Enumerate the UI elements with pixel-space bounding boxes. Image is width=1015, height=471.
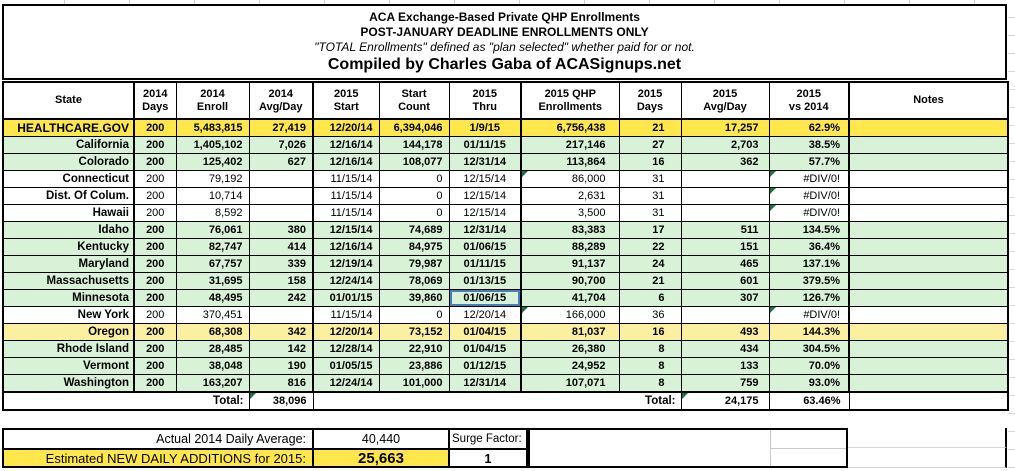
- avg-2014-cell[interactable]: 242: [249, 290, 313, 307]
- start-count-cell[interactable]: 108,077: [379, 154, 449, 171]
- avg-2014-cell[interactable]: 627: [249, 154, 313, 171]
- days-2014-cell[interactable]: 200: [134, 137, 176, 154]
- error-indicator-icon: [770, 205, 776, 211]
- start-2015-cell[interactable]: 12/16/14: [313, 239, 379, 256]
- enroll-2014-cell[interactable]: 1,405,102: [176, 137, 249, 154]
- enroll-2014-cell[interactable]: 82,747: [176, 239, 249, 256]
- header-thru-2015[interactable]: 2015 Thru: [449, 82, 521, 119]
- days-2014-cell[interactable]: 200: [134, 273, 176, 290]
- start-count-cell[interactable]: 0: [379, 188, 449, 205]
- thru-2015-cell[interactable]: 01/13/15: [449, 273, 521, 290]
- vs-2014-cell[interactable]: 137.1%: [769, 256, 849, 273]
- table-row: [3, 154, 1008, 171]
- start-2015-cell[interactable]: 11/15/14: [313, 307, 379, 324]
- avg-2014-cell[interactable]: 380: [249, 222, 313, 239]
- vs-2014-cell[interactable]: 57.7%: [769, 154, 849, 171]
- header-vs-2014-2015[interactable]: 2015 vs 2014: [769, 82, 849, 119]
- avg-2015-cell[interactable]: 434: [681, 341, 769, 358]
- table-row: [3, 256, 1008, 273]
- days-2014-cell[interactable]: 200: [134, 375, 176, 393]
- enrollment-table: [2, 81, 1009, 411]
- start-2015-cell[interactable]: 12/16/14: [313, 137, 379, 154]
- state-cell[interactable]: Idaho: [3, 222, 134, 239]
- avg-2014-cell[interactable]: 158: [249, 273, 313, 290]
- avg-2014-cell[interactable]: 816: [249, 375, 313, 393]
- days-2014-cell[interactable]: 200: [134, 154, 176, 171]
- days-2015-cell[interactable]: 31: [619, 171, 681, 188]
- footer-section: [2, 428, 1007, 468]
- start-count-cell[interactable]: 0: [379, 171, 449, 188]
- table-row: [3, 205, 1008, 222]
- qhp-2015-cell[interactable]: 88,289: [521, 239, 619, 256]
- days-2014-cell[interactable]: 200: [134, 239, 176, 256]
- thru-2015-cell[interactable]: 01/12/15: [449, 358, 521, 375]
- enrollment-table-body: [3, 119, 1008, 392]
- total-avg-2015-cell[interactable]: 24,175: [681, 392, 769, 410]
- avg-2015-cell[interactable]: 759: [681, 375, 769, 393]
- days-2014-cell[interactable]: 200: [134, 341, 176, 358]
- qhp-2015-cell[interactable]: 3,500: [521, 205, 619, 222]
- notes-cell[interactable]: [849, 188, 1008, 205]
- start-count-cell[interactable]: 78,069: [379, 273, 449, 290]
- vs-2014-cell[interactable]: 38.5%: [769, 137, 849, 154]
- table-row: [3, 171, 1008, 188]
- qhp-2015-cell[interactable]: 113,864: [521, 154, 619, 171]
- total-row: [3, 392, 1008, 410]
- days-2015-cell[interactable]: 8: [619, 375, 681, 393]
- error-indicator-icon: [770, 188, 776, 194]
- state-cell[interactable]: Minnesota: [3, 290, 134, 307]
- days-2015-cell[interactable]: 24: [619, 256, 681, 273]
- state-cell[interactable]: Kentucky: [3, 239, 134, 256]
- gridline-right-margin: [1008, 0, 1015, 471]
- avg-2014-cell[interactable]: 190: [249, 358, 313, 375]
- days-2014-cell[interactable]: 200: [134, 358, 176, 375]
- start-2015-cell[interactable]: 12/28/14: [313, 341, 379, 358]
- error-indicator-icon: [770, 307, 776, 313]
- vs-2014-cell[interactable]: 379.5%: [769, 273, 849, 290]
- start-2015-cell[interactable]: 12/15/14: [313, 222, 379, 239]
- table-row: [3, 222, 1008, 239]
- state-cell[interactable]: Hawaii: [3, 205, 134, 222]
- start-count-cell[interactable]: 84,975: [379, 239, 449, 256]
- days-2015-cell[interactable]: 17: [619, 222, 681, 239]
- total-notes-cell[interactable]: [849, 392, 1008, 410]
- table-row: [3, 290, 1008, 307]
- vs-2014-cell[interactable]: 304.5%: [769, 341, 849, 358]
- actual-daily-average-value[interactable]: 40,440: [312, 428, 448, 448]
- header-row: [3, 82, 1008, 119]
- start-2015-cell[interactable]: 01/01/15: [313, 290, 379, 307]
- enroll-2014-cell[interactable]: 79,192: [176, 171, 249, 188]
- days-2015-cell[interactable]: 31: [619, 188, 681, 205]
- vs-2014-cell[interactable]: 144.3%: [769, 324, 849, 341]
- start-2015-cell[interactable]: 11/15/14: [313, 171, 379, 188]
- notes-cell[interactable]: [849, 222, 1008, 239]
- avg-2015-cell[interactable]: 307: [681, 290, 769, 307]
- enroll-2014-cell[interactable]: 125,402: [176, 154, 249, 171]
- avg-2015-cell[interactable]: [681, 188, 769, 205]
- days-2015-cell[interactable]: 21: [619, 119, 681, 137]
- avg-2015-cell[interactable]: 362: [681, 154, 769, 171]
- notes-cell[interactable]: [849, 324, 1008, 341]
- header-days-2015[interactable]: 2015 Days: [619, 82, 681, 119]
- days-2014-cell[interactable]: 200: [134, 290, 176, 307]
- state-cell[interactable]: Connecticut: [3, 171, 134, 188]
- state-cell[interactable]: Rhode Island: [3, 341, 134, 358]
- days-2014-cell[interactable]: 200: [134, 307, 176, 324]
- notes-cell[interactable]: [849, 171, 1008, 188]
- header-start-2015[interactable]: 2015 Start: [313, 82, 379, 119]
- total-label-left[interactable]: Total:: [3, 392, 249, 410]
- avg-2014-cell[interactable]: 27,419: [249, 119, 313, 137]
- header-qhp-enrollments-2015[interactable]: 2015 QHP Enrollments: [521, 82, 619, 119]
- state-cell[interactable]: Maryland: [3, 256, 134, 273]
- notes-cell[interactable]: [849, 273, 1008, 290]
- vs-2014-cell[interactable]: #DIV/0!: [769, 205, 849, 222]
- vs-2014-cell[interactable]: 36.4%: [769, 239, 849, 256]
- thru-2015-cell[interactable]: 01/04/15: [449, 324, 521, 341]
- avg-2015-cell[interactable]: 151: [681, 239, 769, 256]
- header-notes[interactable]: Notes: [849, 82, 1008, 119]
- avg-2014-cell[interactable]: [249, 307, 313, 324]
- qhp-2015-cell[interactable]: 26,380: [521, 341, 619, 358]
- start-2015-cell[interactable]: 12/24/14: [313, 375, 379, 393]
- notes-cell[interactable]: [849, 137, 1008, 154]
- table-row: [3, 307, 1008, 324]
- vs-2014-cell[interactable]: 93.0%: [769, 375, 849, 393]
- header-start-count[interactable]: Start Count: [379, 82, 449, 119]
- avg-2015-cell[interactable]: 511: [681, 222, 769, 239]
- start-count-cell[interactable]: 79,987: [379, 256, 449, 273]
- vs-2014-cell[interactable]: 126.7%: [769, 290, 849, 307]
- thru-2015-cell[interactable]: 12/31/14: [449, 154, 521, 171]
- enroll-2014-cell[interactable]: 8,592: [176, 205, 249, 222]
- enroll-2014-cell[interactable]: 76,061: [176, 222, 249, 239]
- state-cell[interactable]: New York: [3, 307, 134, 324]
- avg-2015-cell[interactable]: 133: [681, 358, 769, 375]
- avg-2014-cell[interactable]: [249, 205, 313, 222]
- total-avg-2014-cell[interactable]: 38,096: [249, 392, 313, 410]
- avg-2014-cell[interactable]: 142: [249, 341, 313, 358]
- enroll-2014-cell[interactable]: 68,308: [176, 324, 249, 341]
- avg-2014-cell[interactable]: [249, 188, 313, 205]
- vs-2014-cell[interactable]: 134.5%: [769, 222, 849, 239]
- table-row: [3, 358, 1008, 375]
- days-2015-cell[interactable]: 22: [619, 239, 681, 256]
- start-2015-cell[interactable]: 01/05/15: [313, 358, 379, 375]
- enroll-2014-cell[interactable]: 38,048: [176, 358, 249, 375]
- avg-2015-cell[interactable]: 465: [681, 256, 769, 273]
- state-cell[interactable]: Washington: [3, 375, 134, 393]
- table-row: [3, 239, 1008, 256]
- title-line-3: "TOTAL Enrollments" defined as "plan selected" whether paid for or not.: [314, 40, 695, 54]
- avg-2015-cell[interactable]: 601: [681, 273, 769, 290]
- days-2015-cell[interactable]: 16: [619, 324, 681, 341]
- header-state[interactable]: State: [3, 82, 134, 119]
- days-2015-cell[interactable]: 27: [619, 137, 681, 154]
- total-label-right[interactable]: Total:: [521, 392, 681, 410]
- enroll-2014-cell[interactable]: 163,207: [176, 375, 249, 393]
- days-2014-cell[interactable]: 200: [134, 205, 176, 222]
- footer-empty-box[interactable]: [528, 428, 848, 468]
- days-2015-cell[interactable]: 8: [619, 358, 681, 375]
- qhp-2015-cell[interactable]: 217,146: [521, 137, 619, 154]
- avg-2015-cell[interactable]: 2,703: [681, 137, 769, 154]
- start-count-cell[interactable]: 0: [379, 307, 449, 324]
- days-2015-cell[interactable]: 21: [619, 273, 681, 290]
- qhp-2015-cell[interactable]: 90,700: [521, 273, 619, 290]
- enroll-2014-cell[interactable]: 370,451: [176, 307, 249, 324]
- title-line-2: POST-JANUARY DEADLINE ENROLLMENTS ONLY: [360, 25, 649, 39]
- title-line-1: ACA Exchange-Based Private QHP Enrollments: [369, 10, 640, 24]
- notes-cell[interactable]: [849, 119, 1008, 137]
- thru-2015-cell[interactable]: 12/15/14: [449, 188, 521, 205]
- notes-cell[interactable]: [849, 290, 1008, 307]
- thru-2015-cell[interactable]: 01/11/15: [449, 137, 521, 154]
- state-cell[interactable]: California: [3, 137, 134, 154]
- notes-cell[interactable]: [849, 154, 1008, 171]
- start-count-cell[interactable]: 0: [379, 205, 449, 222]
- enroll-2014-cell[interactable]: 5,483,815: [176, 119, 249, 137]
- surge-factor-label[interactable]: Surge Factor:: [448, 428, 528, 448]
- start-2015-cell[interactable]: 11/15/14: [313, 205, 379, 222]
- vs-2014-cell[interactable]: #DIV/0!: [769, 188, 849, 205]
- start-2015-cell[interactable]: 12/20/14: [313, 324, 379, 341]
- avg-2014-cell[interactable]: [249, 171, 313, 188]
- notes-cell[interactable]: [849, 341, 1008, 358]
- thru-2015-cell[interactable]: 12/31/14: [449, 375, 521, 393]
- start-count-cell[interactable]: 101,000: [379, 375, 449, 393]
- start-2015-cell[interactable]: 12/19/14: [313, 256, 379, 273]
- thru-2015-cell[interactable]: 01/11/15: [449, 256, 521, 273]
- qhp-2015-cell[interactable]: 91,137: [521, 256, 619, 273]
- selected-cell[interactable]: 01/06/15: [449, 290, 521, 307]
- days-2015-cell[interactable]: 16: [619, 154, 681, 171]
- days-2014-cell[interactable]: 200: [134, 324, 176, 341]
- header-avg-day-2015[interactable]: 2015 Avg/Day: [681, 82, 769, 119]
- actual-daily-average-label[interactable]: Actual 2014 Daily Average:: [2, 428, 312, 448]
- avg-2014-cell[interactable]: 339: [249, 256, 313, 273]
- header-enroll-2014[interactable]: 2014 Enroll: [176, 82, 249, 119]
- thru-2015-cell[interactable]: 01/04/15: [449, 341, 521, 358]
- total-empty-cell[interactable]: [313, 392, 521, 410]
- days-2014-cell[interactable]: 200: [134, 222, 176, 239]
- footer-notes-cell[interactable]: [848, 428, 1007, 448]
- title-block: [2, 4, 1007, 80]
- start-count-cell[interactable]: 23,886: [379, 358, 449, 375]
- start-count-cell[interactable]: 144,178: [379, 137, 449, 154]
- days-2014-cell[interactable]: 200: [134, 256, 176, 273]
- days-2015-cell[interactable]: 31: [619, 205, 681, 222]
- state-cell[interactable]: HEALTHCARE.GOV: [3, 119, 134, 137]
- table-row: [3, 119, 1008, 137]
- state-cell[interactable]: Oregon: [3, 324, 134, 341]
- avg-2015-cell[interactable]: 17,257: [681, 119, 769, 137]
- error-indicator-icon: [522, 171, 528, 177]
- table-row: [3, 137, 1008, 154]
- start-2015-cell[interactable]: 12/20/14: [313, 119, 379, 137]
- start-count-cell[interactable]: 74,689: [379, 222, 449, 239]
- start-count-cell[interactable]: 73,152: [379, 324, 449, 341]
- avg-2015-cell[interactable]: [681, 205, 769, 222]
- start-count-cell[interactable]: 22,910: [379, 341, 449, 358]
- state-cell[interactable]: Colorado: [3, 154, 134, 171]
- state-cell[interactable]: Dist. Of Colum.: [3, 188, 134, 205]
- enroll-2014-cell[interactable]: 48,495: [176, 290, 249, 307]
- notes-cell[interactable]: [849, 256, 1008, 273]
- surge-factor-value[interactable]: 1: [448, 448, 528, 468]
- header-avg-day-2014[interactable]: 2014 Avg/Day: [249, 82, 313, 119]
- state-cell[interactable]: Vermont: [3, 358, 134, 375]
- table-row: [3, 341, 1008, 358]
- enroll-2014-cell[interactable]: 28,485: [176, 341, 249, 358]
- table-row: [3, 324, 1008, 341]
- thru-2015-cell[interactable]: 1/9/15: [449, 119, 521, 137]
- thru-2015-cell[interactable]: 01/06/15: [449, 239, 521, 256]
- qhp-2015-cell[interactable]: 107,071: [521, 375, 619, 393]
- enroll-2014-cell[interactable]: 67,757: [176, 256, 249, 273]
- total-vs-2014-cell[interactable]: 63.46%: [769, 392, 849, 410]
- qhp-2015-cell[interactable]: 86,000: [521, 171, 619, 188]
- error-indicator-icon: [250, 393, 256, 399]
- thru-2015-cell[interactable]: 12/31/14: [449, 222, 521, 239]
- vs-2014-cell[interactable]: #DIV/0!: [769, 171, 849, 188]
- days-2015-cell[interactable]: 6: [619, 290, 681, 307]
- estimated-additions-value[interactable]: 25,663: [312, 448, 448, 468]
- qhp-2015-cell[interactable]: 41,704: [521, 290, 619, 307]
- thru-2015-cell[interactable]: 12/20/14: [449, 307, 521, 324]
- avg-2015-cell[interactable]: [681, 307, 769, 324]
- days-2014-cell[interactable]: 200: [134, 119, 176, 137]
- state-cell[interactable]: Massachusetts: [3, 273, 134, 290]
- start-2015-cell[interactable]: 12/16/14: [313, 154, 379, 171]
- avg-2014-cell[interactable]: 7,026: [249, 137, 313, 154]
- days-2014-cell[interactable]: 200: [134, 171, 176, 188]
- thru-2015-cell[interactable]: 12/15/14: [449, 205, 521, 222]
- start-2015-cell[interactable]: 11/15/14: [313, 188, 379, 205]
- vs-2014-cell[interactable]: 70.0%: [769, 358, 849, 375]
- header-days-2014[interactable]: 2014 Days: [134, 82, 176, 119]
- table-row: [3, 375, 1008, 393]
- start-count-cell[interactable]: 39,860: [379, 290, 449, 307]
- estimated-additions-label[interactable]: Estimated NEW DAILY ADDITIONS for 2015:: [2, 448, 312, 468]
- avg-2014-cell[interactable]: 342: [249, 324, 313, 341]
- footer-notes-cell[interactable]: [848, 448, 1007, 468]
- enroll-2014-cell[interactable]: 10,714: [176, 188, 249, 205]
- qhp-2015-cell[interactable]: 83,383: [521, 222, 619, 239]
- error-indicator-icon: [682, 393, 688, 399]
- avg-2015-cell[interactable]: [681, 171, 769, 188]
- thru-2015-cell[interactable]: 12/15/14: [449, 171, 521, 188]
- table-row: [3, 188, 1008, 205]
- days-2015-cell[interactable]: 8: [619, 341, 681, 358]
- avg-2014-cell[interactable]: 414: [249, 239, 313, 256]
- qhp-2015-cell[interactable]: 6,756,438: [521, 119, 619, 137]
- error-indicator-icon: [522, 307, 528, 313]
- qhp-2015-cell[interactable]: 24,952: [521, 358, 619, 375]
- qhp-2015-cell[interactable]: 81,037: [521, 324, 619, 341]
- vs-2014-cell[interactable]: #DIV/0!: [769, 307, 849, 324]
- notes-cell[interactable]: [849, 239, 1008, 256]
- start-count-cell[interactable]: 6,394,046: [379, 119, 449, 137]
- days-2015-cell[interactable]: 36: [619, 307, 681, 324]
- vs-2014-cell[interactable]: 62.9%: [769, 119, 849, 137]
- days-2014-cell[interactable]: 200: [134, 188, 176, 205]
- qhp-2015-cell[interactable]: 166,000: [521, 307, 619, 324]
- title-line-4: Compiled by Charles Gaba of ACASignups.net: [327, 56, 682, 73]
- avg-2015-cell[interactable]: 493: [681, 324, 769, 341]
- notes-cell[interactable]: [849, 375, 1008, 393]
- error-indicator-icon: [770, 171, 776, 177]
- notes-cell[interactable]: [849, 358, 1008, 375]
- notes-cell[interactable]: [849, 205, 1008, 222]
- notes-cell[interactable]: [849, 307, 1008, 324]
- enroll-2014-cell[interactable]: 31,695: [176, 273, 249, 290]
- qhp-2015-cell[interactable]: 2,631: [521, 188, 619, 205]
- table-row: [3, 273, 1008, 290]
- start-2015-cell[interactable]: 12/24/14: [313, 273, 379, 290]
